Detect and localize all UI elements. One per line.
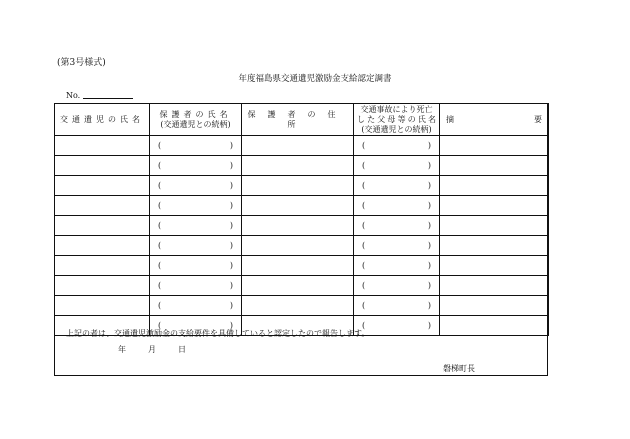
cell-guardian-name[interactable] xyxy=(150,156,242,176)
table-row xyxy=(55,256,549,276)
table-row xyxy=(55,176,549,196)
table-row xyxy=(55,216,549,236)
paren-open: ( xyxy=(158,221,162,230)
document-number-blank xyxy=(83,91,133,99)
date-day: 日 xyxy=(178,345,186,354)
paren-close: ) xyxy=(427,261,431,270)
cell-guardian-address[interactable] xyxy=(242,236,354,256)
col-remarks-char2: 要 xyxy=(534,114,542,124)
signer-title: 磐梯町長 xyxy=(443,364,475,373)
cell-guardian-address[interactable] xyxy=(242,216,354,236)
col-deceased-parent xyxy=(354,104,440,136)
paren-open: ( xyxy=(362,301,366,310)
cell-remarks[interactable] xyxy=(440,176,549,196)
paren-open: ( xyxy=(362,201,366,210)
cell-child-name[interactable] xyxy=(55,196,150,216)
col-deceased-line1: 交通事故により死亡 xyxy=(360,104,433,114)
table-row xyxy=(55,296,549,316)
cell-remarks[interactable] xyxy=(440,296,549,316)
document-number-label: No. xyxy=(66,91,81,100)
paren-close: ) xyxy=(229,241,233,250)
paren-close: ) xyxy=(229,161,233,170)
col-guardian-name xyxy=(150,104,242,136)
paren-open: ( xyxy=(158,261,162,270)
paren-close: ) xyxy=(229,141,233,150)
cell-child-name[interactable] xyxy=(55,276,150,296)
cell-deceased-parent[interactable] xyxy=(354,136,440,156)
paren-open: ( xyxy=(158,301,162,310)
cell-guardian-name[interactable] xyxy=(150,196,242,216)
cell-guardian-name[interactable] xyxy=(150,256,242,276)
date-year: 年 xyxy=(118,345,126,354)
cell-remarks[interactable] xyxy=(440,216,549,236)
document-number xyxy=(66,91,133,100)
paren-close: ) xyxy=(229,281,233,290)
paren-open: ( xyxy=(158,281,162,290)
col-guardian-address: 保護者の住所 xyxy=(242,104,354,136)
paren-close: ) xyxy=(427,281,431,290)
paren-open: ( xyxy=(362,181,366,190)
paren-close: ) xyxy=(229,181,233,190)
cell-guardian-name[interactable] xyxy=(150,216,242,236)
cell-child-name[interactable] xyxy=(55,156,150,176)
paren-open: ( xyxy=(362,261,366,270)
cell-deceased-parent[interactable] xyxy=(354,296,440,316)
cell-guardian-address[interactable] xyxy=(242,156,354,176)
cell-deceased-parent[interactable] xyxy=(354,156,440,176)
paren-close: ) xyxy=(229,261,233,270)
paren-close: ) xyxy=(229,321,233,330)
paren-open: ( xyxy=(158,181,162,190)
table-body xyxy=(55,136,549,336)
paren-close: ) xyxy=(427,321,431,330)
cell-deceased-parent[interactable] xyxy=(354,176,440,196)
cell-guardian-name[interactable] xyxy=(150,176,242,196)
cell-guardian-address[interactable] xyxy=(242,136,354,156)
header-row xyxy=(55,104,549,136)
paren-open: ( xyxy=(158,241,162,250)
col-guardian-relation-label: (交通遺児との続柄) xyxy=(160,119,231,129)
cell-deceased-parent[interactable] xyxy=(354,216,440,236)
paren-open: ( xyxy=(362,221,366,230)
table-row xyxy=(55,236,549,256)
cell-deceased-parent[interactable] xyxy=(354,276,440,296)
cell-deceased-parent[interactable] xyxy=(354,236,440,256)
cell-remarks[interactable] xyxy=(440,236,549,256)
col-deceased-relation-label: (交通遺児との続柄) xyxy=(361,124,432,134)
cell-guardian-name[interactable] xyxy=(150,236,242,256)
col-child-name: 交通遺児の氏名 xyxy=(55,104,150,136)
cell-guardian-address[interactable] xyxy=(242,196,354,216)
paren-close: ) xyxy=(229,201,233,210)
table-row xyxy=(55,196,549,216)
paren-open: ( xyxy=(362,241,366,250)
cell-deceased-parent[interactable] xyxy=(354,196,440,216)
paren-open: ( xyxy=(362,161,366,170)
table-row xyxy=(55,276,549,296)
col-deceased-line2: した父母等の氏名 xyxy=(357,114,436,124)
cell-remarks[interactable] xyxy=(440,316,549,336)
cell-remarks[interactable] xyxy=(440,276,549,296)
paren-close: ) xyxy=(427,181,431,190)
col-guardian-name-label: 保護者の氏名 xyxy=(159,109,232,119)
cell-remarks[interactable] xyxy=(440,156,549,176)
cell-child-name[interactable] xyxy=(55,256,150,276)
table-row xyxy=(55,156,549,176)
paren-open: ( xyxy=(362,321,366,330)
certification-statement: 上記の者は、交通遺児激励金の支給要件を具備していると認定したので報告します。 xyxy=(66,329,370,338)
cell-remarks[interactable] xyxy=(440,196,549,216)
cell-guardian-name[interactable] xyxy=(150,276,242,296)
paren-close: ) xyxy=(229,301,233,310)
cell-guardian-name[interactable] xyxy=(150,296,242,316)
cell-guardian-address[interactable] xyxy=(242,176,354,196)
paren-close: ) xyxy=(427,141,431,150)
paren-open: ( xyxy=(158,201,162,210)
paren-close: ) xyxy=(427,221,431,230)
cell-remarks[interactable] xyxy=(440,136,549,156)
paren-close: ) xyxy=(427,161,431,170)
paren-open: ( xyxy=(362,281,366,290)
cell-remarks[interactable] xyxy=(440,256,549,276)
paren-close: ) xyxy=(427,201,431,210)
paren-close: ) xyxy=(229,221,233,230)
cell-deceased-parent[interactable] xyxy=(354,256,440,276)
cell-child-name[interactable] xyxy=(55,216,150,236)
document-title: 年度福島県交通遺児激励金支給認定調書 xyxy=(238,74,392,84)
date-line xyxy=(118,344,208,355)
certification-table xyxy=(54,103,549,336)
paren-close: ) xyxy=(427,301,431,310)
cell-child-name[interactable] xyxy=(55,176,150,196)
cell-guardian-address[interactable] xyxy=(242,256,354,276)
date-month: 月 xyxy=(148,345,156,354)
cell-guardian-name[interactable] xyxy=(150,136,242,156)
cell-guardian-address[interactable] xyxy=(242,276,354,296)
col-remarks xyxy=(440,104,549,136)
cell-guardian-address[interactable] xyxy=(242,296,354,316)
table-row xyxy=(55,136,549,156)
cell-child-name[interactable] xyxy=(55,136,150,156)
paren-open: ( xyxy=(362,141,366,150)
paren-close: ) xyxy=(427,241,431,250)
cell-child-name[interactable] xyxy=(55,236,150,256)
paren-open: ( xyxy=(158,161,162,170)
col-remarks-char1: 摘 xyxy=(446,114,454,124)
form-number: (第3号様式) xyxy=(57,58,106,68)
paren-open: ( xyxy=(158,321,162,330)
cell-child-name[interactable] xyxy=(55,296,150,316)
paren-open: ( xyxy=(158,141,162,150)
